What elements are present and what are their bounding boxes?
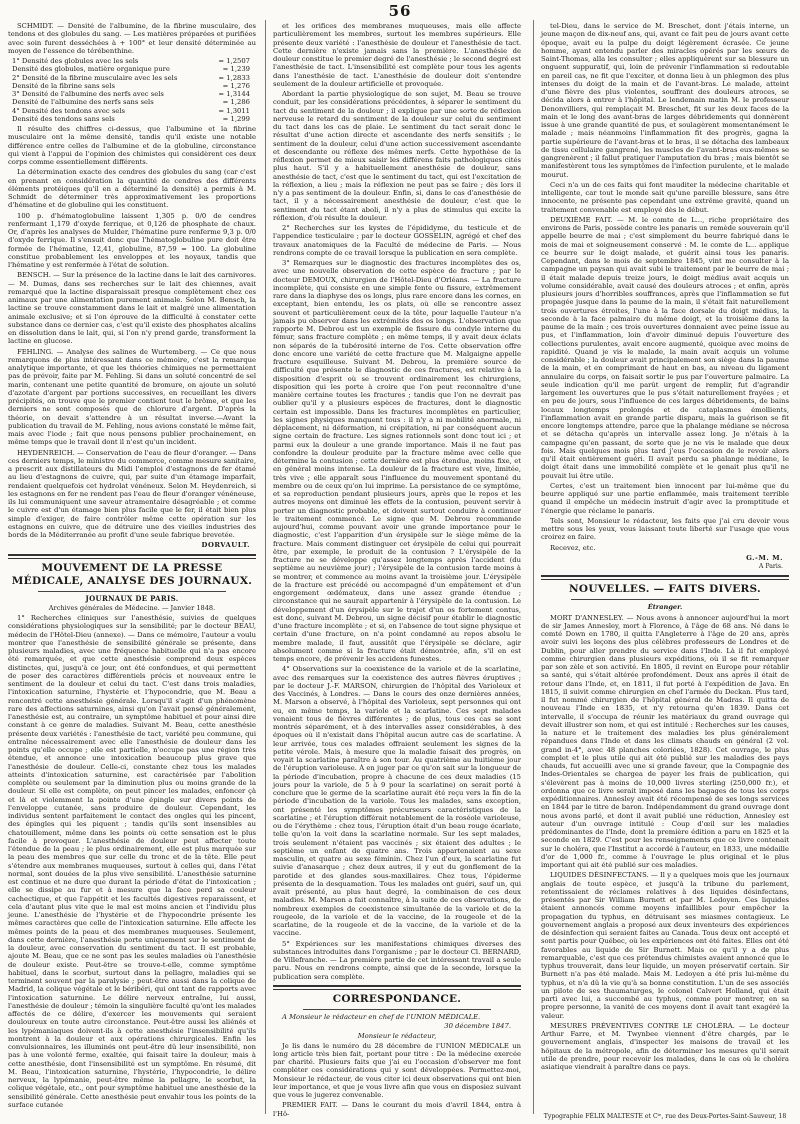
density-list <box>8 57 256 123</box>
letter-signature: G.-M. M. <box>746 553 783 562</box>
subsection-title: Étranger. <box>647 603 683 612</box>
divider <box>303 1009 491 1010</box>
density-row <box>8 57 256 65</box>
section-title: MOUVEMENT DE LA PRESSE MÉDICALE, ANALYSE DES JOURNAUX. <box>11 561 253 587</box>
density-value: = 1,3011 <box>218 106 250 115</box>
density-label: 4° Densité des tendons avec sels <box>12 106 125 115</box>
density-row <box>8 115 256 123</box>
density-value: = 1,239 <box>222 65 250 74</box>
letter-signature-place: A Paris. <box>758 563 783 570</box>
letter-second-fact: DEUXIÈME FAIT. — M. le comte de L..., riche propriétaire des environs de Paris, possède contre les panaris un remède souverain qu'il appelle beurre de mai ; c'est simplement du beurre fabriqué dans le mois de mai et soigneusement conservé : M. le comte de L... applique ce beurre sur le doigt malade, et guérit ainsi tous les panaris. Cependant, dans le mois de septembre 1845, vint me consulter à la campagne un paysan qui avait subi le traitement par le beurre de mai ; il était malade depuis treize jours, le doigt médius avait acquis un volume considérable, avait causé des douleurs atroces ; et enfin, après plusieurs jours d'horribles souffrances, après que l'inflammation se fut propagée jusque dans la paume de la main, il s'était fait naturellement trois ouvertures étroites, l'une à la face dorsale du doigt médius, la seconde à la face palmaire du même doigt, et la troisième dans la paume de la main ; ces trois ouvertures donnaient avec peine issue au pus, et l'inflammation, loin d'avoir diminué depuis l'ouverture des collections purulentes, avait encore augmenté, quoique avec moins de rapidité. Quand je vis le malade, la main avait acquis un volume considérable ; la douleur avait principalement son siège dans la paume de la main, et en comprimant de haut en bas, au niveau du ligament annulaire du corps, on faisait sortir le pus par l'ouverture palmaire. La seule indication qu'il me parût urgent de remplir, fut d'agrandir largement les ouvertures que le pus s'était naturellement frayées ; et en peu de jours, sous l'influence de ces larges débridements, de bains locaux longtemps prolongés et de cataplasmes émollients, l'inflammation avait en grande partie disparu, mais la guérison se fit encore longtemps attendre, parce que la phalange médiane se nécrosa et se détacha qu'après un intervalle assez long. Je n'étais à la campagne qu'en passant, de sorte que je ne vis le malade que deux fois. Mais quelques mois plus tard j'eus l'occasion de le revoir alors qu'il était entièrement guéri. Il avait perdu sa phalange médiane, le doigt était dans une immobilité complète et le genait plus qu'il ne pouvait lui être utile. <box>541 215 789 480</box>
paragraph: Tels sont, Monsieur le rédacteur, les faits que j'ai cru devoir vous mettre sous les yeux, vous laissant toute liberté sur l'usage que vous croirez en faire. <box>541 516 789 542</box>
section-title: CORRESPONDANCE. <box>332 992 462 1005</box>
disinfectant-news: LIQUIDES DÉSINFECTANS. — Il y a quelques mois que les journaux anglais de toute espèce, et jusqu'à la tribune du parlement, retentissaient de réclames relatives à des liquides désinfectans, présentés par Sir William Burnett et par M. Ledoyen. Ces liquides étaient annoncés comme moyens infaillibles pour empêcher la propagation du typhus, en détruisant ses miasmes contagieux. Le gouvernement anglais a proposé aux deux inventeurs des expériences de désinfection qui seraient faites au Canada. Tous deux ont accepté et sont partis pour Québec, où les expériences ont été faites. Elles ont été favorables au liquide de Sir Burnett. Mais ce qu'il y a de plus remarquable, c'est que ces prétendus chimistes avaient annoncé que le typhus trouverait, dans leur liquide, un moyen préservatif certain. Sir Burnett n'a pas été malade. Mais M. Ledoyen a été pris lui-même du typhus, et n'a dû la vie qu'à sa bonne constitution. L'un de ses associés un pilote de ses thaumaturges, le colonel Calvert Holland, qui était parti avec lui, a succombé au typhus, comme pour montrer, en sa propre personne, la vanité de ces moyens dont il avait tant exagéré la valeur. <box>541 871 789 1020</box>
heydenreich-article: HEYDENREICH. — Conservation de l'eau de fleur d'oranger. — Dans ces derniers temps, le ministre du commerce, comme mesure sanitaire, a prescrit aux distillateurs du Midi l'emploi d'estagnons de fer étamé au lieu d'estagnons de cuivre, qui, par suite d'un étamage imparfait, rendaient quelquefois cet hydrolat vénéneux. Selon M. Heydenreich, si les estagnons en fer ne rendent pas l'eau de fleur d'oranger vénéneuse, ils lui communiquent une saveur atramentaire désagréable ; et comme le cuivre est d'un étamage bien plus facile que le fer, il était bien plus simple d'exiger, de faire contrôler même cette opération sur les estagnons en cuivre, que de détruire une des vieilles industries des bords de la Méditerranée au profit d'une seule fabrique brevetée. <box>8 448 256 539</box>
divider <box>571 599 759 600</box>
divider <box>38 591 226 592</box>
journal-source: Archives générales de Médecine. — Janvier 1848. <box>48 603 216 612</box>
column-divider <box>265 20 266 1114</box>
column-left <box>8 22 256 1112</box>
density-row <box>8 90 256 98</box>
cholera-news: MESURES PRÉVENTIVES CONTRE LE CHOLÉRA. — Le docteur Arthur Farre, et M. Twynbee viennent d'être chargés, par le gouvernement anglais, d'inspecter les maisons de travail et les hôpitaux de la métropole, afin de déterminer les mesures qu'il serait utile de prendre, pour recevoir les malades, dans le cas où le choléra asiatique viendrait à paraître dans ce pays. <box>541 1021 789 1071</box>
paragraph: et les orifices des membranes muqueuses, mais elle affecte particulièrement les membres, surtout les membres supérieurs. Elle présente deux variété : l'anesthésie de douleur et l'anesthésie de tact. Cette dernière n'existe jamais sans la première. L'anesthésie de douleur constitue le premier degré de l'anesthésie ; le second degré est l'anesthésie de tact. L'insensibilité est complète pour tous les agents dans l'anesthésie de tact. L'anesthésie de douleur doit s'entendre seulement de la douleur artificielle et provoquée. <box>273 22 521 88</box>
section-title: NOUVELLES. — FAITS DIVERS. <box>568 583 761 596</box>
density-value: = 1,286 <box>222 98 250 107</box>
letter-body: Je lis dans le numéro du 28 décembre de l'UNION MÉDICALE un long article très bien fait, portant pour titre : De la médecine exercée par charité. Plusieurs faits que j'ai eu l'occasion d'observer me font compléter ces considérations qui y sont développées. Permettez-moi, Monsieur le rédacteur, de vous citer ici deux observations qui ont bien leur importance, et que je vous livre afin que vous en disposiez suivant que vous le jugerez convenable. <box>273 1041 521 1099</box>
density-row <box>8 65 256 73</box>
letter-addressee: A Monsieur le rédacteur en chef de l'UNION MÉDICALE. <box>282 1012 481 1021</box>
subsection-title: JOURNAUX DE PARIS. <box>85 593 179 603</box>
density-row <box>8 82 256 90</box>
density-row <box>8 107 256 115</box>
paragraph: tel-Dieu, dans le service de M. Breschet, dont j'étais interne, un jeune maçon de dix-neuf ans, qui, avant ce fait peu de jours avant cette époque, avait eu la pulpe du doigt légèrement écrasée. Ce jeune homme, ayant entendu parler des miracles opérés par les sœurs de Saint-Thomas, alla les consulter ; elles appliquèrent sur sa blessure un onguent suppuratif, qui, loin de prévenir l'inflammation si redoutable en pareil cas, ne fit que l'exciter, et donna lieu à un phlegmon des plus intenses du doigt de la main et de l'avant-bras. Le malade, atteint d'une fièvre des plus violentes, souffrant des douleurs atroces, se décida alors à entrer à l'hôpital. Le lendemain matin M. le professeur Denonvilliers, qui remplaçait M. Breschet, fit sur les deux faces de la main et le long des avant-bras de larges débridements qui donnèrent issue à une grande quantité de pus, et soulagèrent momentanément le malade ; mais néanmoins l'inflammation fit des progrès, gagna la partie supérieure de l'avant-bras et le bras, il se détacha des lambeaux de tissu cellulaire gangrené, les muscles de l'avant-bras eux-mêmes se gangrenèrent ; il fallut pratiquer l'amputation du bras ; mais bientôt se manifestèrent tous les symptômes de l'infection purulente, et le malade mourut. <box>541 22 789 179</box>
density-value: = 1,299 <box>222 114 250 123</box>
density-label: Densité des globules, matière organique pure <box>12 65 170 74</box>
paragraph: 100 p. d'hématoglobuline laissent 1,305 p. 0/0 de cendres renfermant 1,179 d'oxyde ferrique, et 0,126 de phosphate de chaux. Or, d'après les analyses de Mulder, l'hématine pure renferme 9,3 p. 0/0 d'oxyde ferrique. Il s'ensuit donc que l'hématoglobuline pure doit être formée de l'hématine, 12,41, globuline, 87,59 = 100. La globuline constitue probablement les enveloppes et les noyaux, tandis que l'hématine y est renfermée à l'état de solution. <box>8 211 256 269</box>
density-label: Densité de l'albumine des nerfs sans sels <box>12 98 154 107</box>
bensch-article: BENSCH. — Sur la présence de la lactine dans le lait des carnivores. — M. Dumas, dans ses recherches sur le lait des chiennes, avait remarqué que la lactine disparaissait presque complètement chez ces animaux par une alimentation purement animale. Selon M. Bensch, la lactine se trouve constamment dans le lait et malgré une alimentation animale exclusive; et si l'on éprouve de la difficulté à constater cette substance dans ce dernier cas, c'est qu'il existe des phosphates alcalins en dissolution dans le lait, qui, si l'on n'y prend garde, transforment la lactine en glucose. <box>8 271 256 346</box>
density-value: = 1,2833 <box>218 73 250 82</box>
paragraph: Certes, c'est un traitement bien innocent par lui-même que du beurre appliqué sur une partie enflammée, mais traitement terrible quand il empêche un médecin instruit d'agir avec la promptitude et l'énergie que réclame le panaris. <box>541 481 789 515</box>
printer-imprint: Typographie FÉLIX MALTESTE et Cⁱᵉ, rue des Deux-Portes-Saint-Sauveur, 18 <box>543 1113 787 1120</box>
signature: DORVAULT. <box>201 541 250 550</box>
paragraph: La détermination exacte des cendres des globules du sang (car c'est en prenant en considération la quantité de cendres des différents éléments protéiques qu'il en a déterminé la densité) a permis à M. Schmidt de déterminer très approximativement les proportions d'hématine et de globuline qui les constituent. <box>8 168 256 210</box>
density-value: = 1,3144 <box>218 90 250 98</box>
marson-article: 4° Observations sur la coexistence de la variole et de la scarlatine, avec des remarques sur la coexistence des autres fièvres éruptives ; par le docteur J.-F. MARSON, chirurgien de l'hôpital des Varioleux et des Vaccinés, à Londres. — Dans le cours des onze dernières années, M. Marson a observé, à l'hôpital des Varioleux, sept personnes qui ont eu, en même temps, la variole et la scarlatine. Ces sept malades venaient tous de fièvres différentes ; de plus, tous ces cas se sont montrés séparément, et à des intervalles assez considérables, à des époques où il n'existait dans l'hôpital aucun autre cas de scarlatine. À leur arrivée, tous ces malades offraient seulement les signes de la petite vérole. Mais, à mesure que la maladie faisait des progrès, on voyait la scarlatine paraître à son tour. Au quatrième au huitième jour de l'éruption varioleuse. À en juger par ce qu'on sait sur la longueur de la période d'incubation, propre à chacune de ces deux maladies (15 jours pour la variole, de 5 à 9 pour la scarlatine) on serait porté à conclure que le germe de la scarlatine aurait été reçu vers la fin de la période d'incubation de la variole. Tous les malades, sans exception, ont présenté les symptômes précurseurs caractéristiques de la scarlatine ; et l'éruption différait notablement de la roséole varioleuse, ou de l'érythème : chez tous, l'éruption était d'un beau rouge écarlate, telle qu'on la voit dans la scarlatine normale. Sur les sept malades, trois seulement n'étaient pas vaccinés ; six étaient des adultes ; le septième un enfant de quatre ans. Trois appartenaient au sexe masculin, et quatre au sexe féminin. Chez l'un d'eux, la scarlatine fut suivie d'anasarque ; chez deux autres, il y eut du gonflement de la parotide et des glandes sous-maxillaires. Chez tous, l'épiderme présenta de la desquamation. Tous les malades ont guéri, sauf un, qui avait présenté, au plus haut degré, la combinaison de ces deux maladies. M. Marson a fait connaître, à la suite de ces observations, de nombreux exemples de coexistence simultanée de la variole et de la rougeole, de la variole et de la vaccine, de la rougeole et de la scarlatine, de la rougeole et de la vaccine, de la variole et de la vaccine. <box>273 665 521 938</box>
gosselin-article: 2° Recherches sur les kystes de l'épididyme, du testicule et de l'appendice testiculaire ; par le docteur GOSSELIN, agrégé et chef des travaux anatomiques de la Faculté de médecine de Paris. — Nous rendrons compte de ce travail lorsque la publication en sera complète. <box>273 224 521 257</box>
density-label: 3° Densité de l'albumine des nerfs avec sels <box>12 90 164 98</box>
beau-article: 1° Recherches cliniques sur l'anesthésie, suivies de quelques considérations physiologiques sur la sensibilité; par le docteur BEAU, médecin de l'Hôtel-Dieu (annexe). — Dans ce mémoire, l'auteur a voulu montrer que l'anesthésie de sensibilité générale se présente, dans plusieurs maladies, avec une fréquence habituelle qui n'a pas encore été remarquée, et que cette anesthésie comprend deux espèces distinctes, qui, jusqu'à ce jour, ont été confondues, et qui permettent de poser des caractères différentiels précis et nouveaux entre le sentiment de la douleur et celui du tact. C'est dans trois maladies, l'intoxication saturnine, l'hystérie et l'hypocondrie, que M. Beau a rencontré cette anesthésie générale. Lorsqu'il s'agit d'un phénomène rare des affections saturnines, ainsi qu'on l'avait pensé généralement, l'anesthésie est, au contraire, un symptôme habituel et pour ainsi dire constant à ce genre de maladies. Suivant M. Beau, cette anesthésie présente deux variétés : l'anesthésie de tact, variété peu commune, qui entraîne nécessairement avec elle l'anesthésie de douleur dans les points qu'elle occupe ; elle est partielle, n'occupe pas une région très étendue, et annonce une intoxication beaucoup plus grave que l'anesthésie de douleur. Celle-ci, constante chez tous les malades atteints d'intoxication saturnine, est caractérisée par l'abolition complète ou seulement par la diminution plus ou moins grande de la douleur. Si elle est complète, on peut pincer les malades, enfoncer çà et là et violemment la pointe d'une épingle sur divers points de l'enveloppe cutanée, sans produire de douleur. Cependant, les individus sentent parfaitement le contact des ongles qui les pincent, des épingles qui les piquent ; tandis qu'ils sont insensibles au chatouillement, même dans les points où cette sensation est le plus facile à provoquer. L'anesthésie de douleur peut affecter toute l'étendue de la peau ; le plus ordinairement, elle est plus marquée sur la peau des membres que sur celle du tronc et de la tête. Elle peut s'étendre aux membranes muqueuses, surtout à celles qui, dans l'état normal, sont douées de la plus vive sensibilité. L'anesthésie saturnine est continue et ne dure que durant la période d'état de l'intoxication ; elle se dissipe au fur et à mesure que la face perd sa couleur cachectique, et que l'appétit et les facultés digestives reparaissent, et cela d'autant plus vite que le mal est moins ancien et l'individu plus jeune. L'anesthésie de l'hystérie et de l'hypocondrie présente les mêmes caractères que celle de l'intoxication saturnine. Elle affecte les mêmes points de la peau et des membranes muqueuses. Seulement, dans cette dernière, l'anesthésie porte uniquement sur le sentiment de la douleur, avec conservation du sentiment du tact. Il est probable, ajoute M. Beau, que ce ne sont pas les seules maladies où l'anesthésie de douleur existe. Peut-être se trouve-t-elle, comme symptôme habituel, dans le scorbut, surtout dans la pellagre, maladies qui se terminent souvent par la paralysie ; peut-être aussi dans la colique de Madrid, la colique végétale et le béribéri, qui ont tant de rapports avec l'intoxication saturnine. Le délire nerveux entraîne, lui aussi, l'anesthésie de douleur ; témoin la singulière faculté qu'ont les malades affectés de ce délire, d'exercer les mouvements qui seraient douloureux en toute autre circonstance. Peut-être aussi les aliénés et les lypémaniaques doivent-ils à cette anesthésie l'insensibilité qu'ils montrent à la douleur et aux opérations chirurgicales. Enfin les convulsionnaires, les illuminés ont peut-être dû leur insensibilité, non pas à une volonté ferme, exaltée, qui faisait taire la douleur, mais à cette anesthésie, dont l'insensibilité est un symptôme. En résumé, dit M. Beau, l'intoxication saturnine, l'hystérie, l'hypocondrie, le délire nerveux, la lypémanie, peut-être même la pellagre, le scorbut, la colique végétale, etc., ont pour symptôme habituel une anesthésie de la sensibilité générale. Cette anesthésie peut envahir tous les points de la surface cutanée <box>8 614 256 1109</box>
letter-closing: Recevez, etc. <box>550 543 596 552</box>
section-rule <box>8 554 256 559</box>
density-row <box>8 98 256 106</box>
column-right <box>541 22 789 1112</box>
density-label: 2° Densité de la fibrine musculaire avec les sels <box>12 73 178 82</box>
section-rule <box>541 575 789 580</box>
paragraph: Abordant la partie physiologique de son sujet, M. Beau se trouve conduit, par les considérations précédentes, à séparer le sentiment du tact du sentiment de la douleur ; il explique par une sorte de réflexion nerveuse le retard du sentiment de la douleur sur celui du sentiment du tact dans les cas de plaie. Le sentiment du tact serait donc le résultat d'une action directe et ascendante des nerfs sensitifs ; le sentiment de la douleur, celui d'une action successivement ascendante et descendante ou réflexe des mêmes nerfs. Cette hypothèse de la réflexion permet de mieux saisir les différens faits pathologiques cités plus haut. S'il y a habituellement anesthésie de douleur, sans anesthésie de tact, c'est que le sentiment du tact, qui est l'excitation de la réflexion, a lieu ; mais la réflexion ne peut pas se faire ; dès lors il n'y a pas sentiment de la douleur. Enfin, si, dans le cas d'anesthésie de tact, il y a nécessairement anesthésie de douleur, c'est que le sentiment du tact étant aboli, il n'y a plus de stimulus qui excite la réflexion, d'où résulte la douleur. <box>273 90 521 222</box>
annesley-obituary: MORT D'ANNESLEY. — Nous avons à annoncer aujourd'hui la mort de sir James Annesley, mort à Florence, à l'âge de 68 ans. Né dans le comté Down en 1780, il quitta l'Angleterre à l'âge de 20 ans, après avoir suivi les leçons des plus célèbres professeurs de Londres et de Dublin, pour aller prendre du service dans l'Inde. Là il fut employé comme chirurgien dans plusieurs expéditions, où il se fit remarquer par son zèle et son activité. En 1805, il revint en Europe pour rétablir sa santé, qui s'était altérée profondément. Deux ans après il était de retour dans l'Inde, et, en 1811, il fut porté à l'expédition de Java. En 1815, il suivit comme chirurgien en chef l'armée du Deckan. Plus tard, il fut nommé chirurgien de l'hôpital général de Madras. Il quitta de nouveau l'Inde en 1835, et n'y retourna qu'en 1839. Dans cet intervalle, il s'occupa de réunir les matériaux du grand ouvrage qui devait illustrer son nom, et qui est intitulé : Recherches sur les causes, la nature et le traitement des maladies les plus généralement répandues dans l'Inde et dans les climats chauds en général (2 vol. grand in-4°, avec 48 planches coloriées, 1828). Cet ouvrage, le plus complet et le plus utile qui ait été publié sur les maladies des pays chauds, fut accueilli avec une si grande faveur, que la Compagnie des Indes-Orientales se chargea de payer les frais de publication, qui s'élevèrent pas à moins de 10,000 livres sterling (250,000 fr.), et ordonna que ce livre serait imposé dans les bagages de tous les corps expéditionnaires. Annesley avait été récompensé de ses longs services en 1844 par le titre de baron. Indépendamment du grand ouvrage dont nous avons parlé, et dont il avait publié une réduction, Annesley est auteur d'un ouvrage intitulé : Coup d'œil sur les maladies prédominantes de l'Inde, dont la première édition a paru en 1825 et la seconde en 1829. C'est pour les renseignements que ce livre contenait sur le choléra, que l'Institut a accordé à l'auteur, en 1833, une médaille d'or de 1,000 fr., comme à l'ouvrage le plus original et le plus important qui ait été publié sur ces maladies. <box>541 613 789 869</box>
density-label: 1° Densité des globules avec les sels <box>12 57 139 65</box>
density-label: Densité de la fibrine sans sels <box>12 81 115 90</box>
fehling-article: FEHLING. — Analyse des salines de Wurtemberg. — Ce que nous remarquons de plus intéressant dans ce mémoire, c'est la remarque analytique importante, et que les théories chimiques ne permettaient pas de prévoir, faite par M. Fehling. Si dans un soluté concentré de sel marin, contenant une petite quantité de bromure, on ajoute un soluté d'azotate d'argent par portions successives, en recueillant les divers précipités, on trouve que le premier contient tout le brôme, et que les derniers ne sont composés que de chlorure d'argent. D'après la théorie, on devait s'attendre à un résultat inverse.—Avant la publication du travail de M. Fehling, nous avions constaté le même fait, mais avec l'iode ; fait que nous pensons publier prochainement, en même temps que le travail dont il n'est qu'un incident. <box>8 347 256 447</box>
letter-salutation: Monsieur le rédacteur, <box>357 1032 437 1041</box>
section-rule <box>273 985 521 990</box>
letter-first-fact: PREMIER FAIT. — Dans le courant du mois d'avril 1844, entra à l'Hô- <box>273 1101 521 1118</box>
density-row <box>8 74 256 82</box>
schmidt-article-intro: SCHMIDT. — Densité de l'albumine, de la fibrine musculaire, des tendons et des globules du sang. — Les matières préparées et purifiées avec soin furent desséchées à + 100° et leur densité déterminée au moyen de l'essence de térébenthine. <box>8 22 256 55</box>
bernard-article: 5° Expériences sur les manifestations chimiques diverses des substances introduites dans l'organisme ; par le docteur Cl. BERNARD, de Villefranche. — La première partie de cet intéressant travail a seule paru. Nous en rendrons compte, ainsi que de la seconde, lorsque la publication sera complète. <box>273 939 521 981</box>
page-number: 56 <box>388 2 412 20</box>
column-divider <box>533 20 534 1114</box>
paragraph: Ceci n'a un de ces faits qui font mauditer la médecine charitable et intelligente, car tout le monde sait qu'une pareille blessure, sans être innocente, ne présente pas cependant une extrême gravité, quand un traitement convenable est employé dès le début. <box>541 180 789 214</box>
density-value: = 1,276 <box>222 81 250 90</box>
debrou-article: 3° Remarques sur le diagnostic des fractures incomplètes des os, avec une nouvelle observation de cette espèce de fracture ; par le docteur DEMOUX, chirurgien de l'Hôtel-Dieu d'Orléans. — La fracture incomplète, qui consiste en une simple fente ou fissure, extrêmement rare dans la diaphyse des os longs, plus rare encore dans les cornes, en exceptant, bien entendu, les os plats, où elle se rencontre assez souvent et particulièrement ceux de la tête, pour laquelle l'auteur n'a jamais pu observer dans les extrémités des os longs. L'observation que rapporte M. Debrou est un exemple de fissure du condyle interne du fémur, sans fracture complète ; en même temps, il y avait deux éclats non séparés de la tubérosité interne de l'os. Cette observation offre donc encore une variété de cette fracture que M. Malgaigne appelle fracture esquilleuse. Suivant M. Debrou, la première source de difficulté que présente le diagnostic de ces fractures, est relative à la disposition d'esprit où se trouvent ordinairement les chirurgiens, disposition qui les porte à croire que l'on peut reconnaître d'une manière certaine toutes les fractures ; tandis que l'on ne devrait pas oublier qu'il y a plusieurs espèces de fractures, dont le diagnostic certain est impossible. Dans les fractures incomplètes en particulier, les signes physiques manquent tous : il n'y a ni mobilité anormale, ni déplacement, ni déformation, ni crépitation, ni par conséquent aucun signe certain de fracture. Les signes rationnels sont donc tout ici ; et parmi eux la douleur a une grande importance. Mais il ne faut pas confondre la douleur produite par la fracture même avec celle que détermine la contusion ; cette dernière est plus étendue, moins fixe, et en général moins intense. La douleur de la fracture est vive, limitée, très vive ; elle apparaît sous l'influence du mouvement spontané du membre ou de ceux qu'on lui imprime. La persistance de ce symptôme, et sa reproduction pendant plusieurs jours, après que le repos et les autres moyens ont diminué les effets de la contusion, peuvent servir à porter un diagnostic probable, et doivent surtout conduire à continuer le traitement commencé. Le signe que M. Debrou recommande aujourd'hui, comme pouvant avoir une grande importance pour le diagnostic, c'est l'apparition d'un érysipèle sur le siège même de la fracture. Mais comment distinguer cet érysipèle de celui qui pourrait être, par exemple, le produit de la contusion ? L'érysipèle de la fracture ne se développe qu'assez longtemps après l'accident (du septième au neuvième jour) ; l'érysipèle de la contusion tarde moins à se montrer, et commence au moins avant la troisième jour. L'érysipèle de la fracture est précédé ou accompagné d'un empâtement et d'un engorgement œdémateux, dans une assez grande étendue ; circonstance qui ne saurait appartenir à l'érysipèle de la contusion. Le développement d'un érysipèle sur le trajet d'un os fortement contus, est donc, suivant M. Debrou, un signe décisif pour établir le diagnostic d'une fracture incomplète ; et si, en l'absence de tout signe physique et certain d'une fracture, on n'a point condamné au repos absolu le membre malade, il faut, aussitôt que l'érysipèle se déclare, agir absolument comme si la fracture était démontrée, afin, s'il en est temps encore, de prévenir les accidens funestes. <box>273 259 521 663</box>
paragraph: Il résulte des chiffres ci-dessus, que l'albumine et la fibrine musculaire ont la même densité, tandis qu'il existe une notable différence entre celles de l'albumine et de la globuline, circonstance qui vient à l'appui de l'opinion des chimistes qui considèrent ces deux corps comme essentiellement différents. <box>8 125 256 166</box>
density-value: = 1,2507 <box>218 57 250 65</box>
density-label: Densité des tendons sans sels <box>12 114 115 123</box>
letter-date: 30 décembre 1847. <box>444 1022 511 1030</box>
column-middle <box>273 22 521 1118</box>
